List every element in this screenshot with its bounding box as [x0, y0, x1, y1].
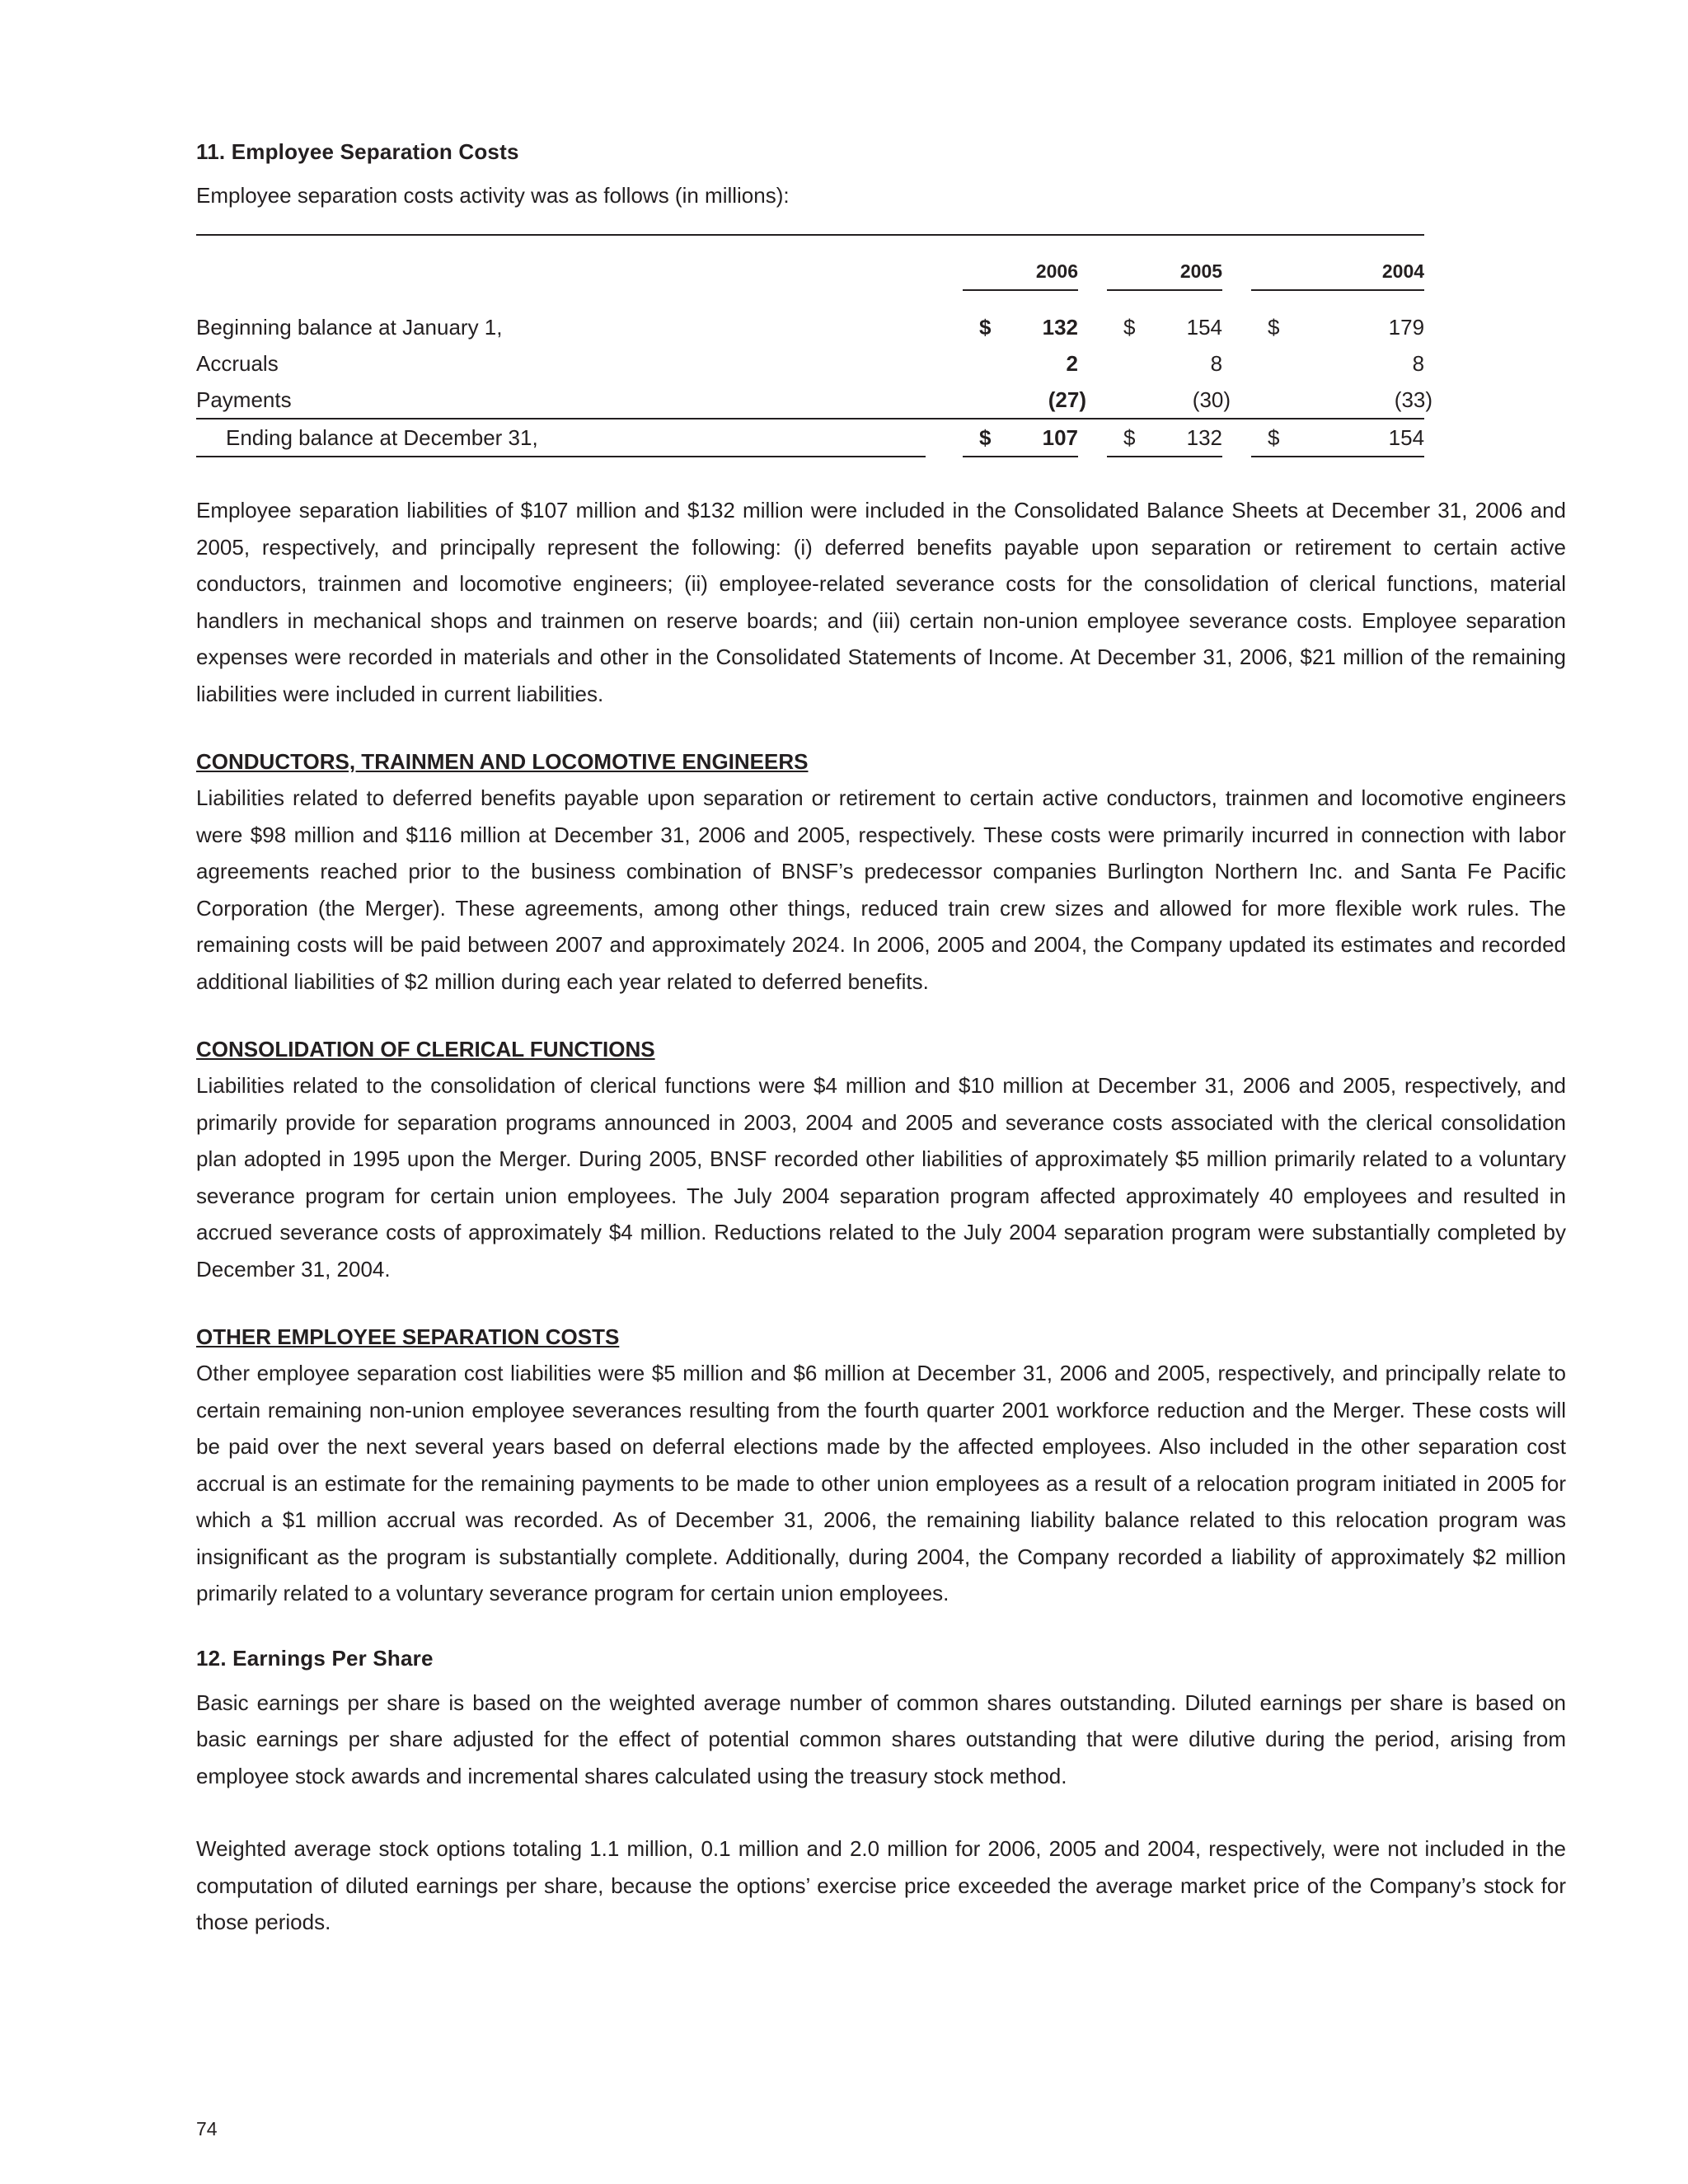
currency-symbol: $ [963, 419, 1008, 457]
currency-symbol: $ [979, 314, 992, 340]
separation-liabilities-paragraph: Employee separation liabilities of $107 million and $132 million were included in the Consolidated Balance Sheets at December 31, 2006 and 2005, respectively, and principally represent the following: (i) deferred benefits payable upon separation or retirement to certain active conductors, trainmen and locomotive engineers; (ii) employee-related severance costs for the consolidation of clerical functions, material handlers in mechanical shops and trainmen on reserve boards; and (iii) certain non-union employee severance costs. Employee separation expenses were recorded in materials and other in the Consolidated Statements of Income. At December 31, 2006, $21 million of the remaining liabilities were included in current liabilities. [196, 498, 1566, 706]
year-header-2006: 2006 [963, 254, 1078, 290]
value-2004: 179 [1388, 314, 1425, 340]
table-header-row [196, 254, 1424, 290]
document-page [196, 138, 1566, 1941]
clerical-paragraph: Liabilities related to the consolidation of clerical functions were $4 million and $10 million at December 31, 2006 and 2005, respectively, and primarily provide for separation programs announced in 2003, 2004 and 2005 and severance costs associated with the clerical consolidation plan adopted in 1995 upon the Merger. During 2005, BNSF recorded other liabilities of approximately $5 million primarily related to a voluntary severance program for certain union employees. The July 2004 separation program affected approximately 40 employees and resulted in accrued severance costs of approximately $4 million. Reductions related to the July 2004 separation program were substantially completed by December 31, 2004. [196, 1073, 1566, 1282]
section-11-title: 11. Employee Separation Costs [196, 139, 519, 164]
currency-symbol: $ [1107, 419, 1152, 457]
value-2006: 132 [1042, 314, 1079, 340]
section-11-intro: Employee separation costs activity was as follows (in millions): [196, 183, 790, 208]
currency-symbol: $ [1268, 314, 1280, 340]
value-2005: (30) [1192, 387, 1231, 412]
stock-options-paragraph: Weighted average stock options totaling 1.1 million, 0.1 million and 2.0 million for 2006, 2005 and 2004, respectively, were not included in the computation of diluted earnings per share, because the options’ exercise price exceeded the average market price of the Company’s stock for those periods. [196, 1836, 1566, 1934]
table-row [196, 345, 1424, 382]
table-top-rule [196, 234, 1424, 236]
other-separation-heading: OTHER EMPLOYEE SEPARATION COSTS [196, 1324, 620, 1349]
clerical-heading: CONSOLIDATION OF CLERICAL FUNCTIONS [196, 1037, 655, 1062]
value-2005: 154 [1186, 314, 1223, 340]
year-header-2005: 2005 [1107, 254, 1222, 290]
value-2006: (27) [1048, 387, 1087, 412]
currency-symbol [963, 345, 1008, 382]
other-separation-paragraph: Other employee separation cost liabilities were $5 million and $6 million at December 31, 2006 and 2005, respectively, and principally relate to certain remaining non-union employee severances resulting from the fourth quarter 2001 workforce reduction and the Merger. These costs will be paid over the next several years based on deferral elections made by the affected employees. Also included in the other separation cost accrual is an estimate for the remaining payments to be made to other union employees as a result of a relocation program initiated in 2005 for which a $1 million accrual was recorded. As of December 31, 2006, the remaining liability balance related to this relocation program was insignificant as the program is substantially complete. Additionally, during 2004, the Company recorded a liability of approximately $2 million primarily related to a voluntary severance program for certain union employees. [196, 1361, 1566, 1605]
page-number: 74 [196, 2118, 218, 2139]
currency-symbol [1107, 345, 1152, 382]
value-2006: 107 [1008, 419, 1078, 457]
conductors-paragraph: Liabilities related to deferred benefits payable upon separation or retirement to certain active conductors, trainmen and locomotive engineers were $98 million and $116 million at December 31, 2006 and 2005, respectively. These costs were primarily incurred in connection with labor agreements reached prior to the business combination of BNSF’s predecessor companies Burlington Northern Inc. and Santa Fe Pacific Corporation (the Merger). These agreements, among other things, reduced train crew sizes and allowed for more flexible work rules. The remaining costs will be paid between 2007 and approximately 2024. In 2006, 2005 and 2004, the Company updated its estimates and recorded additional liabilities of $2 million during each year related to deferred benefits. [196, 785, 1566, 994]
table-row-total [196, 419, 1424, 457]
value-2004: 154 [1296, 419, 1424, 457]
year-header-2004: 2004 [1251, 254, 1424, 290]
row-label: Ending balance at December 31, [196, 419, 926, 457]
row-label: Accruals [196, 350, 279, 376]
currency-symbol [963, 382, 1008, 419]
currency-symbol [1251, 382, 1296, 419]
table-row [196, 309, 1424, 345]
separation-costs-table [196, 234, 1433, 457]
table-row [196, 382, 1424, 419]
row-label: Payments [196, 387, 292, 412]
currency-symbol [1107, 382, 1152, 419]
value-2005: 132 [1152, 419, 1222, 457]
currency-symbol: $ [1251, 419, 1296, 457]
value-2006: 2 [1066, 350, 1079, 376]
value-2005: 8 [1210, 350, 1223, 376]
currency-symbol [1251, 345, 1296, 382]
eps-basis-paragraph: Basic earnings per share is based on the weighted average number of common shares outstanding. Diluted earnings per share is based on basic earnings per share adjusted for the effect of potential common shares outstanding that were dilutive during the period, arising from employee stock awards and incremental shares calculated using the treasury stock method. [196, 1690, 1566, 1788]
currency-symbol: $ [1123, 314, 1136, 340]
row-label: Beginning balance at January 1, [196, 314, 503, 340]
section-12-title: 12. Earnings Per Share [196, 1645, 434, 1671]
value-2004: 8 [1412, 350, 1425, 376]
conductors-heading: CONDUCTORS, TRAINMEN AND LOCOMOTIVE ENGINEERS [196, 749, 809, 774]
value-2004: (33) [1394, 387, 1433, 412]
